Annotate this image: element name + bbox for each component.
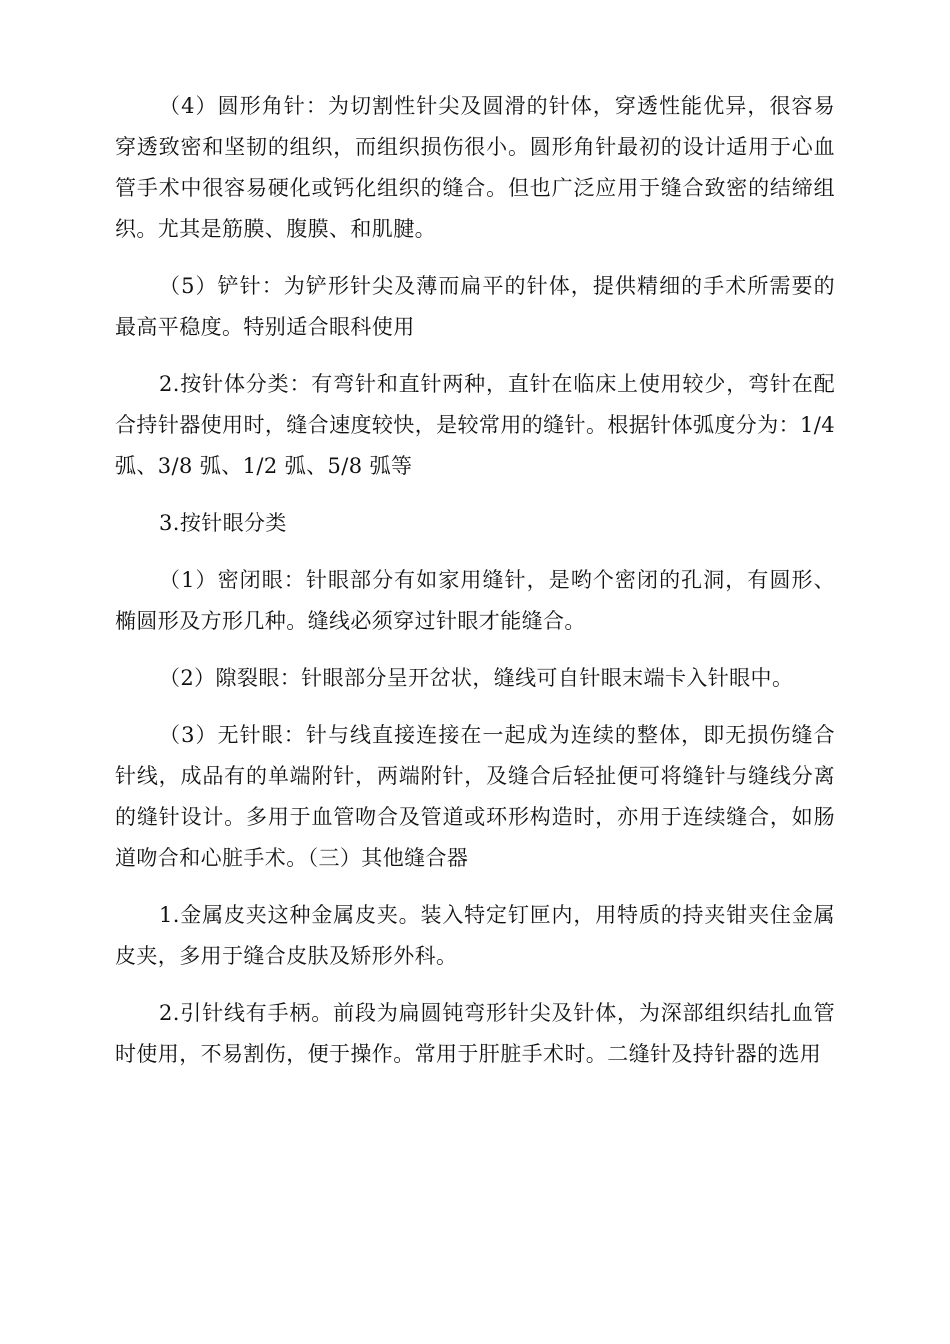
document-body xyxy=(115,86,835,1091)
paragraph-needle-body-classification: 2.按针体分类：有弯针和直针两种，直针在临床上使用较少，弯针在配合持针器使用时，缝合速度较快，是较常用的缝针。根据针体弧度分为：1/4 弧、3/8 弧、1/2 弧、5/8 弧等 xyxy=(115,372,835,478)
paragraph-closed-eye: （1）密闭眼：针眼部分有如家用缝针，是哟个密闭的孔洞，有圆形、椭圆形及方形几种。缝线必须穿过针眼才能缝合。 xyxy=(115,568,835,633)
paragraph-metal-clip: 1.金属皮夹这种金属皮夹。装入特定钉匣内，用特质的持夹钳夹住金属皮夹，多用于缝合皮肤及矫形外科。 xyxy=(115,903,835,968)
paragraph-split-eye: （2）隙裂眼：针眼部分呈开岔状，缝线可自针眼末端卡入针眼中。 xyxy=(159,666,794,690)
paragraph-spatula-needle: （5）铲针：为铲形针尖及薄而扁平的针体，提供精细的手术所需要的最高平稳度。特别适合眼科使用 xyxy=(115,274,835,339)
paragraph-round-cutting-needle: （4）圆形角针：为切割性针尖及圆滑的针体，穿透性能优异，很容易穿透致密和坚韧的组织，而组织损伤很小。圆形角针最初的设计适用于心血管手术中很容易硬化或钙化组织的缝合。但也广泛应用于缝合致密的结缔组织。尤其是筋膜、腹膜、和肌腱。 xyxy=(115,94,835,241)
paragraph-needle-eye-heading: 3.按针眼分类 xyxy=(159,511,287,535)
paragraph-ligature-carrier: 2.引针线有手柄。前段为扁圆钝弯形针尖及针体，为深部组织结扎血管时使用，不易割伤，便于操作。常用于肝脏手术时。二缝针及持针器的选用 xyxy=(115,1001,835,1066)
paragraph-eyeless-needle: （3）无针眼：针与线直接连接在一起成为连续的整体，即无损伤缝合针线，成品有的单端附针，两端附针，及缝合后轻扯便可将缝针与缝线分离的缝针设计。多用于血管吻合及管道或环形构造时，亦用于连续缝合，如肠道吻合和心脏手术。（三）其他缝合器 xyxy=(115,723,835,870)
